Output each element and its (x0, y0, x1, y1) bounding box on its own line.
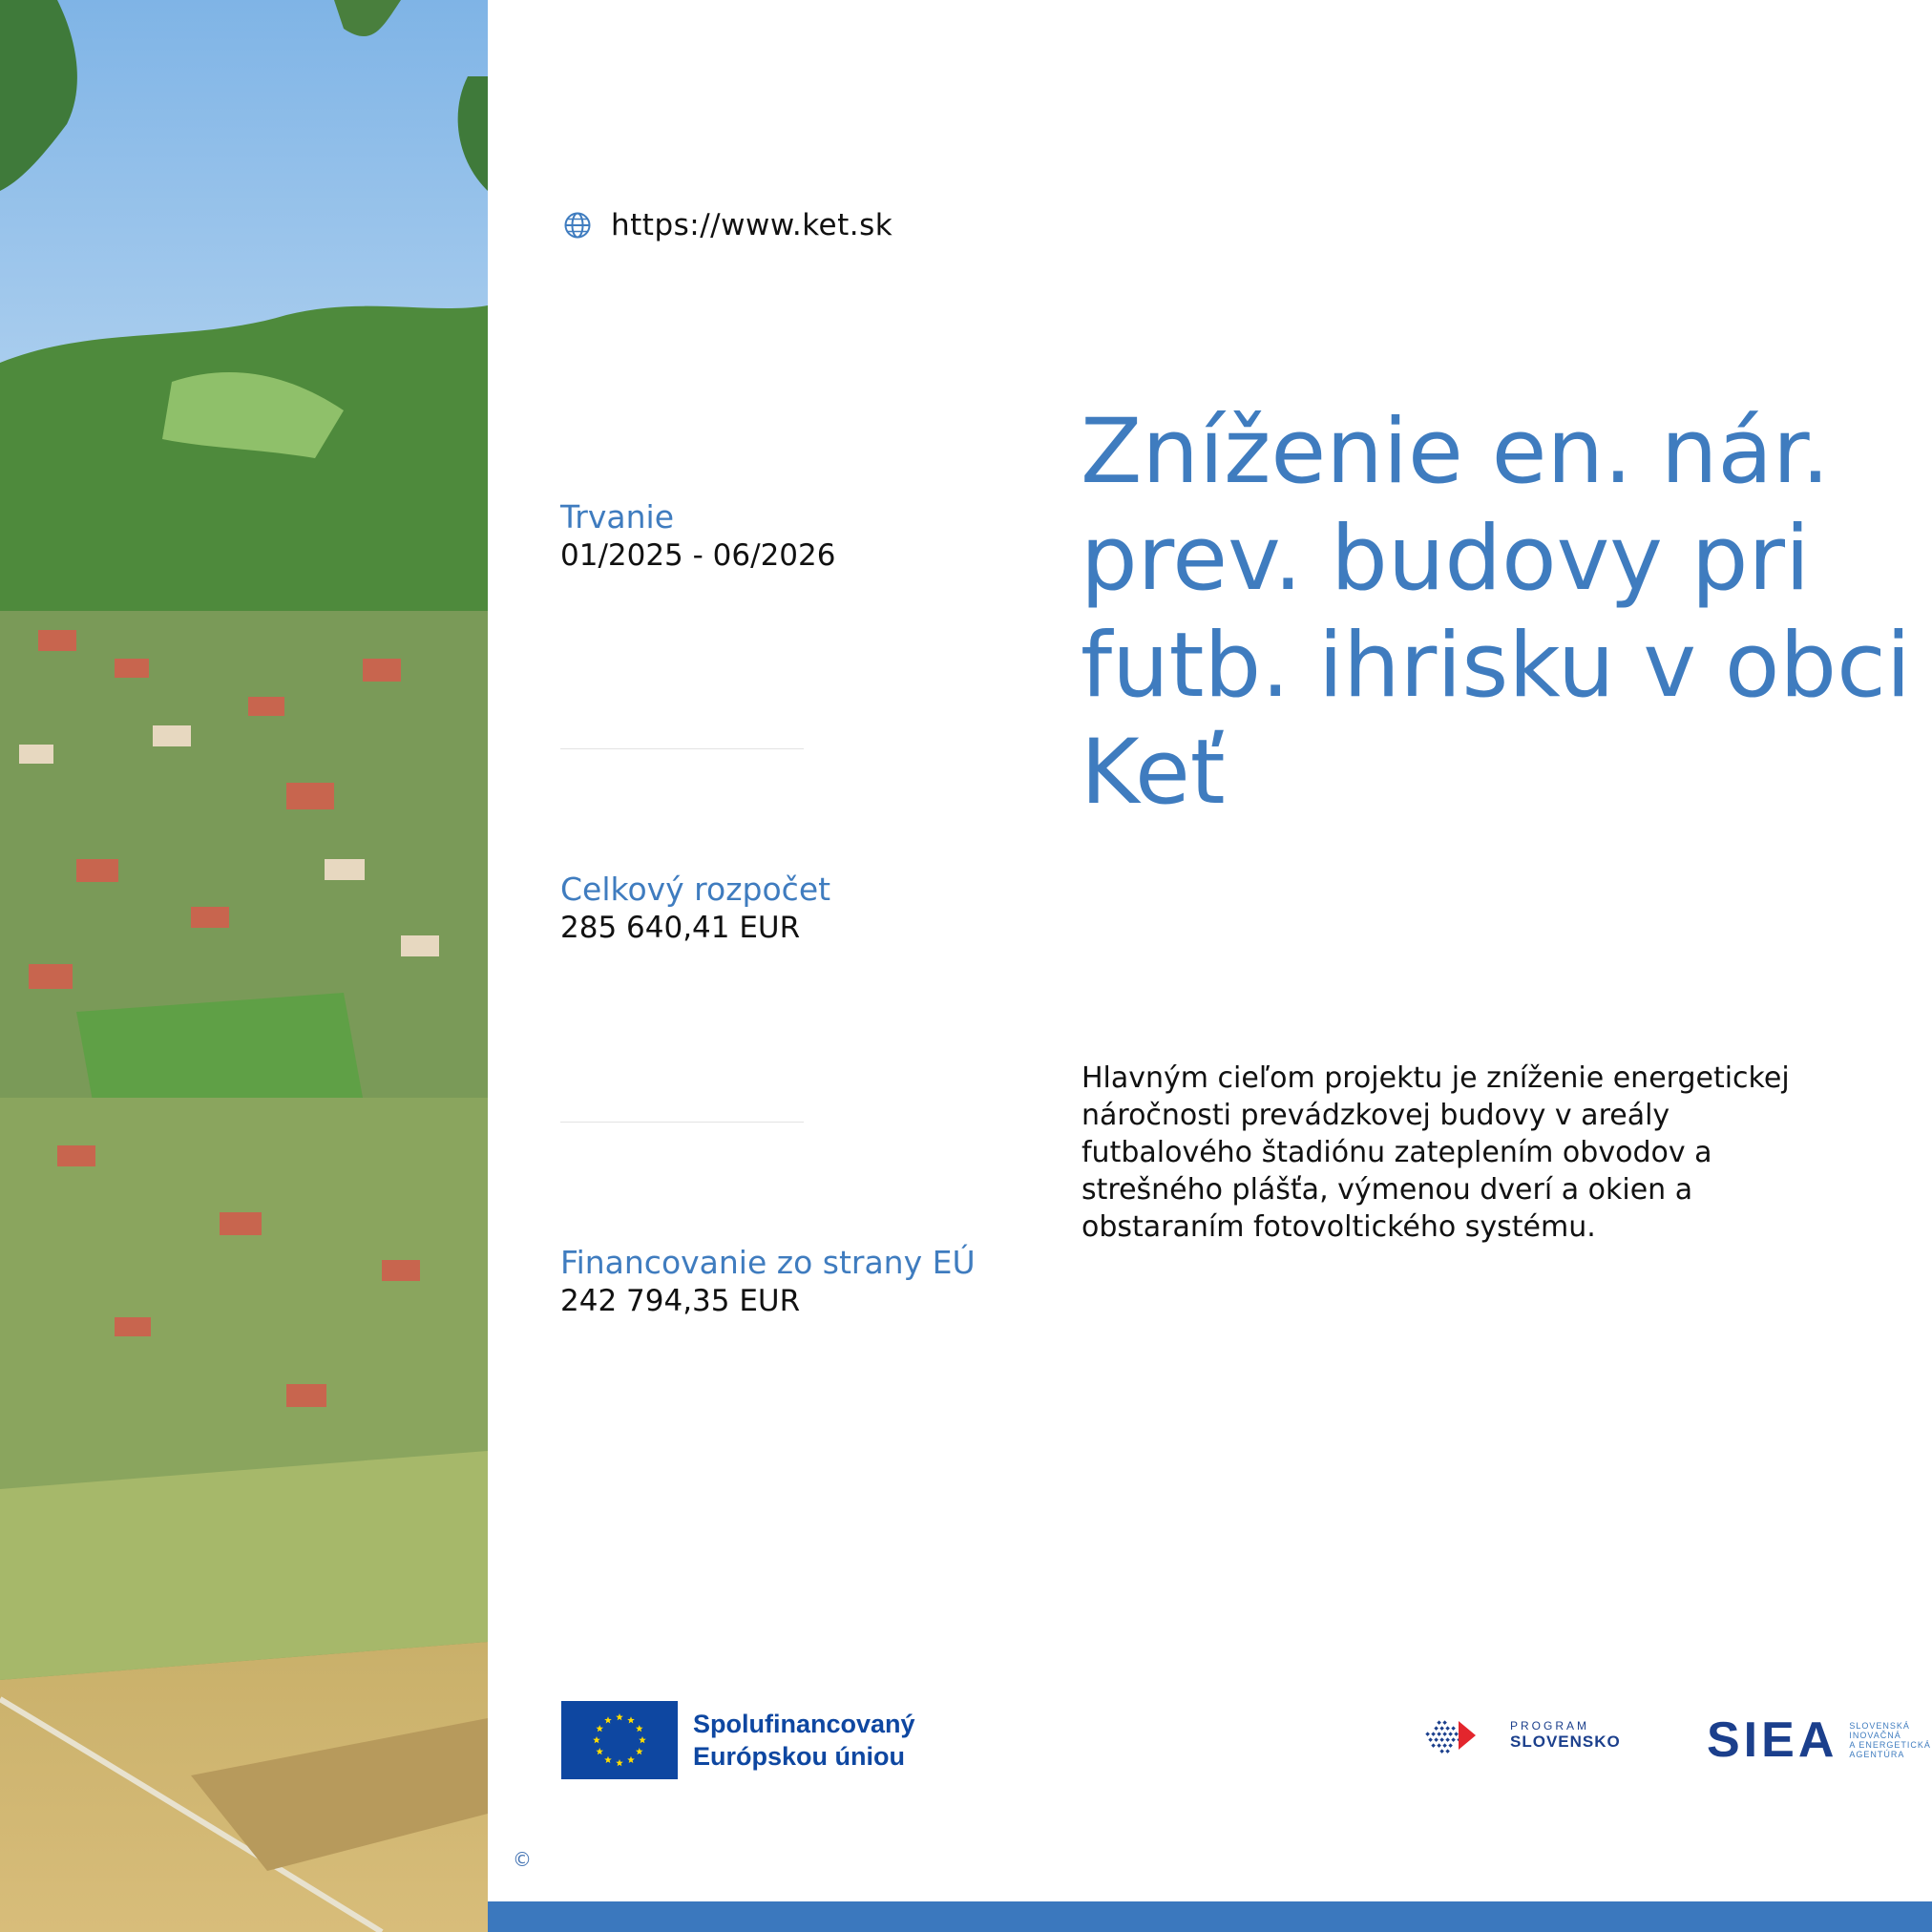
siea-sub-line1: SLOVENSKÁ (1849, 1721, 1910, 1731)
program-dot (1442, 1720, 1447, 1725)
project-description: Hlavným cieľom projektu je zníženie energetickej náročnosti prevádzkovej budovy v areály futbalového štadiónu zateplením obvodov a strešného plášťa, výmenou dverí a okien a obstaraním fotovoltického systému. (1082, 1061, 1790, 1244)
program-dot (1451, 1726, 1456, 1731)
bottom-accent-bar (488, 1901, 1932, 1932)
program-dot (1439, 1726, 1444, 1731)
duration-label: Trvanie (560, 498, 675, 536)
siea-logo (1707, 1712, 1931, 1768)
budget-value: 285 640,41 EUR (560, 911, 801, 945)
program-dot (1437, 1743, 1441, 1748)
program-dot (1454, 1732, 1459, 1736)
program-dot (1445, 1749, 1450, 1754)
program-dot (1442, 1743, 1447, 1748)
program-dot (1439, 1749, 1444, 1754)
siea-wordmark: SIEA (1707, 1712, 1838, 1768)
duration-value: 01/2025 - 06/2026 (560, 538, 836, 573)
program-dot (1428, 1737, 1433, 1742)
program-slovensko-icon (1422, 1715, 1501, 1755)
program-slovensko-logo (1422, 1715, 1621, 1755)
program-line1: PROGRAM (1510, 1719, 1590, 1732)
website-url[interactable]: https://www.ket.sk (611, 208, 893, 242)
siea-sub-line4: AGENTÚRA (1849, 1750, 1905, 1759)
program-dot (1434, 1726, 1438, 1731)
globe-icon (563, 211, 592, 240)
program-dot (1437, 1720, 1441, 1725)
copyright-symbol: © (513, 1848, 532, 1871)
website-link[interactable] (563, 208, 892, 242)
eu-text-line1: Spolufinancovaný (693, 1710, 915, 1738)
program-dot (1442, 1732, 1447, 1736)
siea-sub-line2: INOVAČNÁ (1849, 1731, 1901, 1740)
program-dot (1425, 1732, 1430, 1736)
program-dot (1439, 1737, 1444, 1742)
budget-label: Celkový rozpočet (560, 871, 831, 908)
siea-sub-line3: A ENERGETICKÁ (1849, 1740, 1931, 1750)
program-dot (1445, 1737, 1450, 1742)
budget-block (560, 871, 830, 947)
program-dot (1437, 1732, 1441, 1736)
program-dot (1448, 1732, 1453, 1736)
eu-cofunded-logo (561, 1701, 915, 1779)
program-dot (1434, 1737, 1438, 1742)
duration-block (560, 498, 835, 575)
eu-funding-block (560, 1244, 976, 1320)
eu-flag-icon (561, 1701, 678, 1779)
aerial-photo (0, 0, 488, 1932)
eu-funding-label: Financovanie zo strany EÚ (560, 1244, 976, 1281)
project-title: Zníženie en. nár. prev. budovy pri futb. ihrisku v obci Keť (1081, 400, 1911, 825)
divider (560, 1122, 804, 1123)
divider (560, 748, 804, 749)
program-dot (1431, 1743, 1436, 1748)
program-dot (1451, 1737, 1456, 1742)
program-dot (1445, 1726, 1450, 1731)
program-line2: SLOVENSKO (1510, 1732, 1621, 1751)
program-dot (1431, 1732, 1436, 1736)
eu-funding-value: 242 794,35 EUR (560, 1284, 801, 1318)
eu-text-line2: Európskou úniou (693, 1742, 905, 1771)
aerial-photo-illustration (0, 0, 488, 1932)
program-dot (1448, 1743, 1453, 1748)
